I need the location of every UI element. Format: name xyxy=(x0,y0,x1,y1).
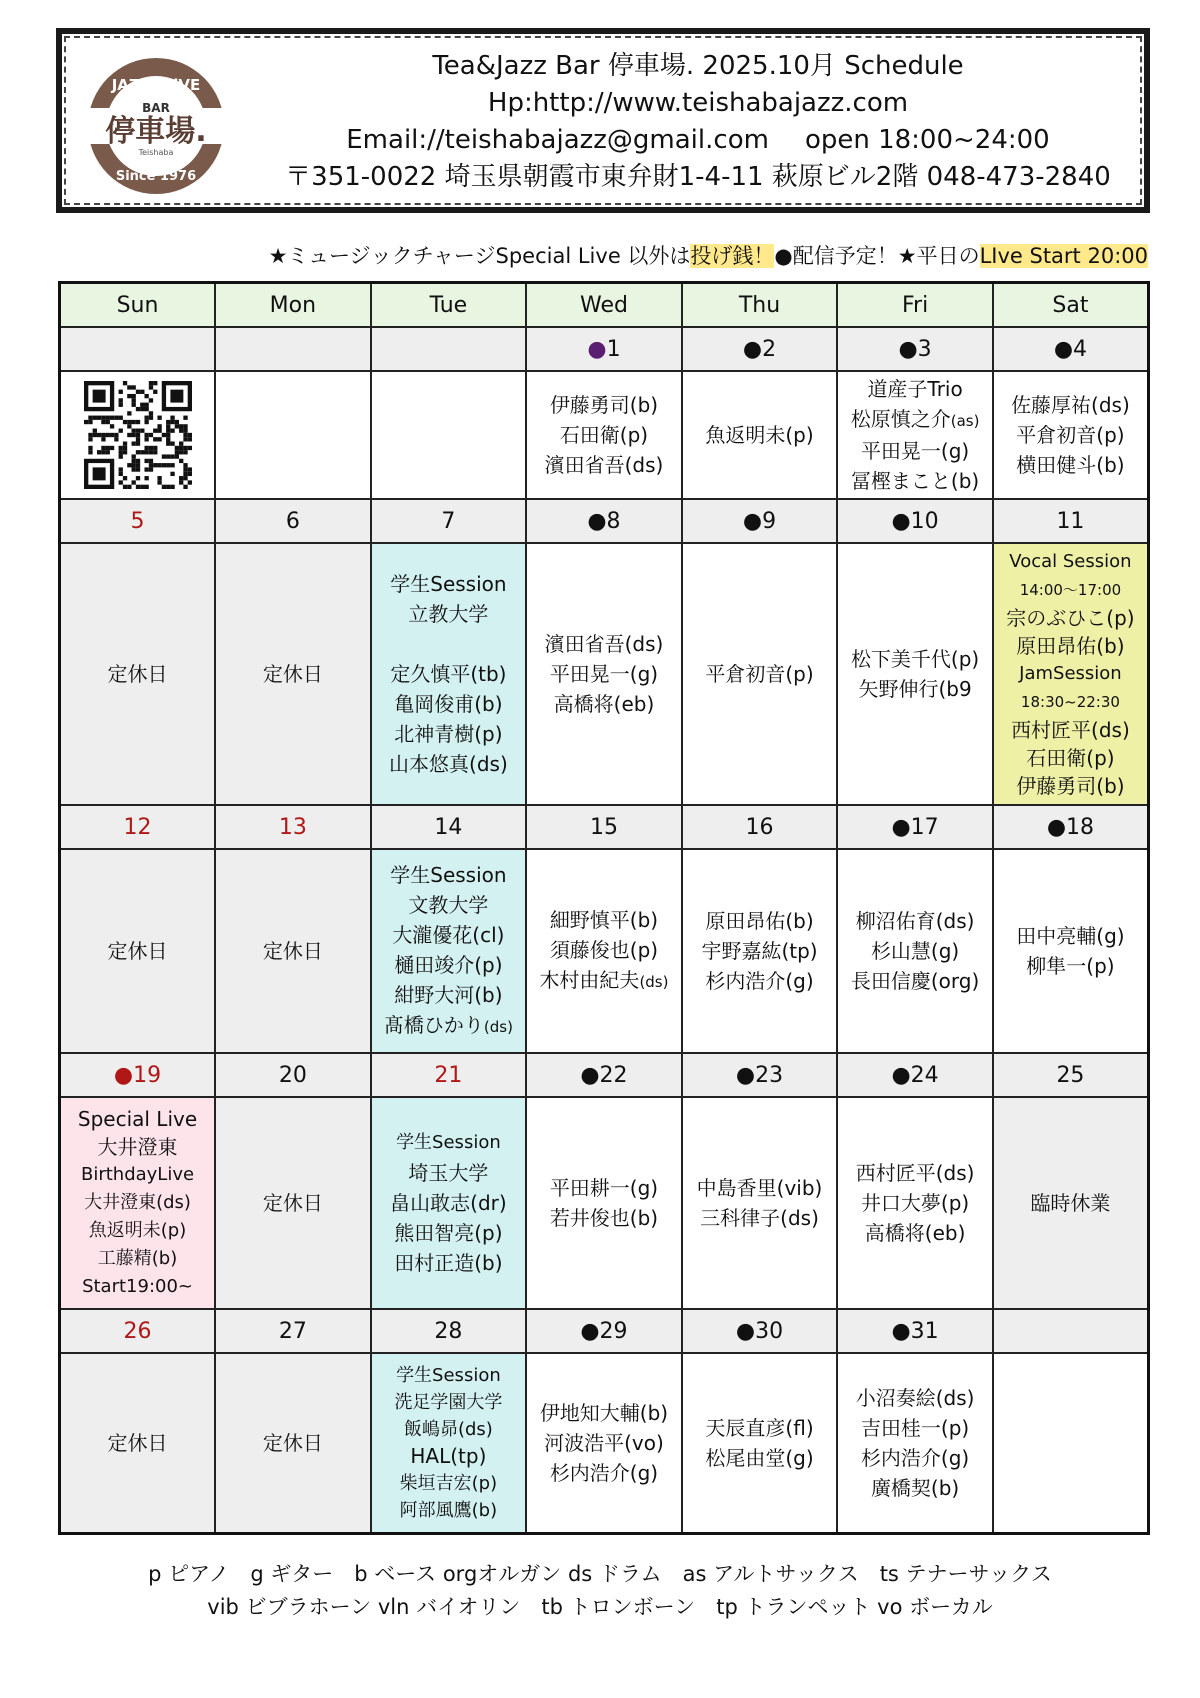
day-header-fri: Fri xyxy=(837,283,993,328)
date-cell-sunday: ●19 xyxy=(60,1053,216,1097)
performer: 北神青樹(p) xyxy=(394,722,503,746)
content-row-week-3 xyxy=(60,849,1149,1053)
performer: 三科律子(ds) xyxy=(700,1206,819,1230)
closed-day-cell xyxy=(215,543,371,805)
performer: 中島香里(vib) xyxy=(696,1176,823,1200)
address-phone: 〒351-0022 埼玉県朝霞市東弁財1-4-11 萩原ビル2階 048-473-2840 xyxy=(285,162,1111,192)
performer: 飯嶋昴(ds) xyxy=(403,1418,493,1440)
open-hours: open 18:00~24:00 xyxy=(804,125,1050,155)
schedule-cell xyxy=(526,1097,682,1309)
email-link[interactable]: Email://teishabajazz@gmail.com xyxy=(346,125,769,155)
day-header-sun: Sun xyxy=(60,283,216,328)
university-name: 文教大学 xyxy=(408,893,489,917)
session-title: 学生Session xyxy=(396,1364,501,1386)
date-cell xyxy=(371,327,527,371)
date-number: 1 xyxy=(606,336,621,362)
date-cell: ●10 xyxy=(837,499,993,543)
schedule-cell-empty xyxy=(215,371,371,499)
closed-day-cell xyxy=(60,849,216,1053)
schedule-cell xyxy=(837,371,993,499)
performer: 熊田智亮(p) xyxy=(394,1221,503,1245)
weekday-header-row xyxy=(60,283,1149,328)
date-cell: ●24 xyxy=(837,1053,993,1097)
performer: 柳沼佑育(ds) xyxy=(855,909,975,933)
performer: 樋田竣介(p) xyxy=(394,953,503,977)
session-title: JamSession xyxy=(1019,663,1122,684)
date-cell: ●8 xyxy=(526,499,682,543)
session-time: 14:00〜17:00 xyxy=(1019,581,1122,599)
performer: 伊藤勇司(b) xyxy=(549,393,659,417)
performer: 平田耕一(g) xyxy=(549,1176,659,1200)
date-cell-sunday: 26 xyxy=(60,1309,216,1353)
date-cell: 7 xyxy=(371,499,527,543)
date-cell: ●9 xyxy=(682,499,838,543)
notice-part-3: ●配信予定！★平日の xyxy=(774,244,980,268)
performer: 亀岡俊甫(b) xyxy=(394,692,503,716)
special-live-cell xyxy=(60,1097,216,1309)
performer: 宗のぶひこ(p) xyxy=(1006,606,1135,630)
performer: 田中亮輔(g) xyxy=(1016,924,1125,948)
date-cell: 20 xyxy=(215,1053,371,1097)
date-cell: 6 xyxy=(215,499,371,543)
schedule-cell xyxy=(993,849,1149,1053)
performer: 伊藤勇司(b) xyxy=(1016,774,1125,798)
university-name: 洗足学園大学 xyxy=(394,1391,503,1413)
date-cell-sunday: 12 xyxy=(60,805,216,849)
performer: 廣橋契(b) xyxy=(870,1475,960,1500)
svg-text:BAR: BAR xyxy=(142,101,170,115)
closed-label: 定休日 xyxy=(262,1430,323,1455)
header-title: Tea&Jazz Bar 停車場. 2025.10月 Schedule xyxy=(432,51,964,81)
qr-cell xyxy=(60,371,216,499)
date-cell-holiday: 13 xyxy=(215,805,371,849)
svg-text:JAZZ&LiVE: JAZZ&LiVE xyxy=(111,76,201,94)
session-time: 18:30~22:30 xyxy=(1020,693,1120,711)
performer: 杉内浩介(g) xyxy=(705,969,814,993)
date-cell: 28 xyxy=(371,1309,527,1353)
date-cell xyxy=(215,327,371,371)
performer: 原田昂佑(b) xyxy=(705,909,814,933)
vocal-session-cell xyxy=(993,543,1149,805)
temporary-closure-cell xyxy=(993,1097,1149,1309)
schedule-cell xyxy=(682,1353,838,1533)
date-cell-sunday: 5 xyxy=(60,499,216,543)
spacer xyxy=(372,629,526,659)
performer: 吉田桂一(p) xyxy=(860,1415,970,1440)
date-cell: ●3 xyxy=(837,327,993,371)
date-cell: ●2 xyxy=(682,327,838,371)
instrument-legend xyxy=(0,1558,1200,1624)
performer: 杉山慧(g) xyxy=(870,939,960,963)
day-header-mon: Mon xyxy=(215,283,371,328)
date-cell: ●23 xyxy=(682,1053,838,1097)
performer-headline: 大井澄東 xyxy=(97,1135,178,1159)
performer: 細野慎平(b) xyxy=(549,908,659,932)
event-subtitle: BirthdayLive xyxy=(80,1164,195,1185)
session-title: 学生Session xyxy=(396,1132,501,1153)
performer: 髙橋ひかり(ds) xyxy=(383,1013,513,1037)
closed-label: 定休日 xyxy=(262,662,323,686)
date-cell: 15 xyxy=(526,805,682,849)
svg-text:停車場.: 停車場. xyxy=(105,114,207,149)
performer: 矢野伸行(b9 xyxy=(858,677,972,701)
performer: 濱田省吾(ds) xyxy=(544,632,664,656)
performer: 宇野嘉紘(tp) xyxy=(701,939,818,963)
performer: 冨樫まこと(b) xyxy=(850,469,980,493)
schedule-cell xyxy=(682,371,838,499)
date-cell: 27 xyxy=(215,1309,371,1353)
closed-label: 定休日 xyxy=(262,1191,323,1215)
content-row-week-4 xyxy=(60,1097,1149,1309)
closed-label: 定休日 xyxy=(262,939,323,963)
student-session-cell xyxy=(371,1097,527,1309)
day-header-thu: Thu xyxy=(682,283,838,328)
performer: 大瀧優花(cl) xyxy=(392,923,505,947)
svg-text:Teishaba: Teishaba xyxy=(138,148,174,157)
date-row-week-2 xyxy=(60,499,1149,543)
date-cell: ●18 xyxy=(993,805,1149,849)
closed-day-cell xyxy=(215,1097,371,1309)
performer: 濱田省吾(ds) xyxy=(544,453,664,477)
performer: 平田晃一(g) xyxy=(549,662,659,686)
notice-start-highlight: LIve Start 20:00 xyxy=(979,244,1148,268)
date-row-week-5 xyxy=(60,1309,1149,1353)
content-row-week-1 xyxy=(60,371,1149,499)
day-header-wed: Wed xyxy=(526,283,682,328)
date-row-week-4 xyxy=(60,1053,1149,1097)
performer: 天辰直彦(fl) xyxy=(705,1415,814,1440)
student-session-cell xyxy=(371,849,527,1053)
performer: 高橋将(eb) xyxy=(864,1221,966,1245)
schedule-cell xyxy=(837,543,993,805)
date-cell: ●22 xyxy=(526,1053,682,1097)
performer: 魚返明未(p) xyxy=(88,1220,187,1241)
schedule-calendar xyxy=(58,281,1150,1535)
svg-text:Since 1976: Since 1976 xyxy=(115,169,197,184)
date-cell-holiday: 21 xyxy=(371,1053,527,1097)
qr-code-icon[interactable] xyxy=(84,381,192,489)
notice-tips-highlight: 投げ銭！ xyxy=(690,244,775,268)
session-title: 学生Session xyxy=(390,572,507,596)
schedule-cell xyxy=(993,371,1149,499)
performer: 田村正造(b) xyxy=(394,1251,503,1275)
date-cell: 25 xyxy=(993,1053,1149,1097)
university-name: 立教大学 xyxy=(408,602,489,626)
date-cell: 16 xyxy=(682,805,838,849)
content-row-week-5 xyxy=(60,1353,1149,1533)
date-cell: ●30 xyxy=(682,1309,838,1353)
date-cell: ●4 xyxy=(993,327,1149,371)
date-cell xyxy=(526,327,682,371)
closed-label: 定休日 xyxy=(107,1430,168,1455)
date-row-week-3 xyxy=(60,805,1149,849)
start-time: Start19:00~ xyxy=(82,1276,193,1297)
date-cell: ●31 xyxy=(837,1309,993,1353)
performer: 高橋将(eb) xyxy=(553,692,655,716)
closed-label: 定休日 xyxy=(107,939,168,963)
email-hours-row xyxy=(262,122,1134,159)
schedule-cell-empty xyxy=(371,371,527,499)
performer: 石田衛(p) xyxy=(559,423,649,447)
performer: 杉内浩介(g) xyxy=(860,1445,970,1470)
performer: 松下美千代(p) xyxy=(850,647,980,671)
performer: 平倉初音(p) xyxy=(1016,423,1125,447)
notice-part-1: ★ミュージックチャージSpecial Live 以外は xyxy=(268,244,691,268)
university-name: 埼玉大学 xyxy=(408,1161,489,1185)
closed-day-cell xyxy=(215,849,371,1053)
performer: 魚返明未(p) xyxy=(705,423,814,447)
performer: 畠山敢志(dr) xyxy=(390,1191,507,1215)
performer: 阿部風鷹(b) xyxy=(399,1499,498,1521)
student-session-cell xyxy=(371,543,527,805)
performer: 平田晃一(g) xyxy=(860,439,970,463)
closed-day-cell xyxy=(60,543,216,805)
performer: 山本悠真(ds) xyxy=(389,752,508,776)
legend-line-1: p ピアノ g ギター b ベース orgオルガン ds ドラム as アルトサックス ts テナーサックス xyxy=(148,1562,1052,1586)
performer: 松尾由堂(g) xyxy=(705,1445,814,1470)
schedule-cell xyxy=(526,1353,682,1533)
schedule-cell xyxy=(837,1353,993,1533)
date-cell: ●29 xyxy=(526,1309,682,1353)
closed-day-cell xyxy=(60,1353,216,1533)
header-info xyxy=(262,48,1134,196)
closed-label: 定休日 xyxy=(107,662,168,686)
performer: 松原慎之介(as) xyxy=(850,407,980,431)
session-title: 学生Session xyxy=(390,863,507,887)
notice-line xyxy=(269,240,1148,270)
performer: HAL(tp) xyxy=(410,1443,487,1468)
legend-line-2: vib ビブラホーン vln バイオリン tb トロンボーン tp トランペット vo ボーカル xyxy=(207,1595,993,1619)
day-header-tue: Tue xyxy=(371,283,527,328)
performer: 横田健斗(b) xyxy=(1016,453,1125,477)
schedule-cell xyxy=(682,543,838,805)
performer: 平倉初音(p) xyxy=(705,662,814,686)
student-session-cell xyxy=(371,1353,527,1533)
performer: 伊地知大輔(b) xyxy=(539,1400,669,1425)
date-cell: ●17 xyxy=(837,805,993,849)
performer: 工藤精(b) xyxy=(97,1248,178,1269)
performer: 紺野大河(b) xyxy=(394,983,503,1007)
schedule-cell xyxy=(837,1097,993,1309)
performer: 佐藤厚祐(ds) xyxy=(1011,393,1130,417)
performer: 小沼奏絵(ds) xyxy=(855,1385,975,1410)
schedule-cell xyxy=(526,849,682,1053)
date-cell xyxy=(993,1309,1149,1353)
header-box xyxy=(56,28,1150,213)
homepage-link[interactable]: Hp:http://www.teishabajazz.com xyxy=(487,88,909,118)
performer: 石田衛(p) xyxy=(1026,746,1115,770)
performer: 須藤俊也(p) xyxy=(549,938,659,962)
session-title: Vocal Session xyxy=(1009,551,1132,572)
closure-label: 臨時休業 xyxy=(1030,1191,1111,1215)
schedule-cell xyxy=(682,849,838,1053)
schedule-cell xyxy=(837,849,993,1053)
performer: 西村匠平(ds) xyxy=(855,1161,975,1185)
teishaba-logo xyxy=(86,56,226,196)
performer: 西村匠平(ds) xyxy=(1011,718,1130,742)
performer: 定久慎平(tb) xyxy=(390,662,507,686)
date-cell: 11 xyxy=(993,499,1149,543)
schedule-cell-empty xyxy=(993,1353,1149,1533)
date-cell: 14 xyxy=(371,805,527,849)
performer: 原田昂佑(b) xyxy=(1016,634,1125,658)
performer: 柴垣吉宏(p) xyxy=(399,1472,498,1494)
schedule-cell xyxy=(526,371,682,499)
performer: 柳隼一(p) xyxy=(1026,954,1115,978)
performer: 長田信慶(org) xyxy=(850,969,980,993)
band-name: 道産子Trio xyxy=(867,377,963,401)
performer: 木村由紀夫(ds) xyxy=(539,968,669,992)
date-row-week-1 xyxy=(60,327,1149,371)
special-live-title: Special Live xyxy=(77,1107,198,1131)
performer: 杉内浩介(g) xyxy=(549,1460,659,1485)
schedule-cell xyxy=(682,1097,838,1309)
schedule-cell xyxy=(526,543,682,805)
performer: 井口大夢(p) xyxy=(860,1191,970,1215)
content-row-week-2 xyxy=(60,543,1149,805)
closed-day-cell xyxy=(215,1353,371,1533)
performer: 大井澄東(ds) xyxy=(84,1192,191,1213)
date-cell xyxy=(60,327,216,371)
stream-dot-icon: ● xyxy=(587,336,607,362)
performer: 河波浩平(vo) xyxy=(544,1430,664,1455)
day-header-sat: Sat xyxy=(993,283,1149,328)
performer: 若井俊也(b) xyxy=(549,1206,659,1230)
